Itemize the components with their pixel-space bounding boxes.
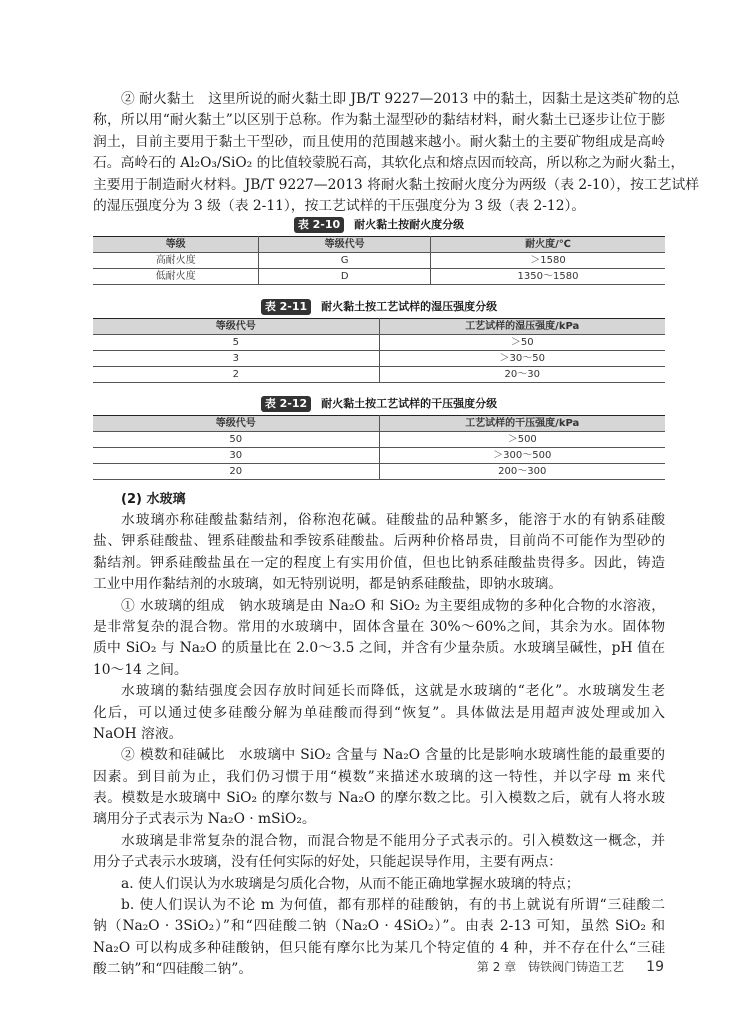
page-footer xyxy=(477,958,664,975)
table-cell: 3 xyxy=(93,351,379,367)
text-line: 质中 SiO₂ 与 Na₂O 的质量比在 2.0～3.5 之间，并含有少量杂质。水玻璃呈碱性，pH 值在 xyxy=(93,640,665,657)
table-row xyxy=(93,448,665,464)
text-line: 的湿压强度分为 3 级（表 2-11），按工艺试样的干压强度分为 3 级（表 2-12）。 xyxy=(93,197,586,214)
table-cell: 2 xyxy=(93,367,379,383)
table-row xyxy=(93,253,665,269)
table-cell: 50 xyxy=(93,432,379,448)
table-caption xyxy=(93,217,665,233)
text-line: 黏结剂。钾系硅酸盐虽在一定的程度上有实用价值，但也比钠系硅酸盐贵得多。因此，铸造 xyxy=(93,554,665,571)
table-title: 耐火黏土按工艺试样的湿压强度分级 xyxy=(321,300,498,313)
table-number: 表 2-10 xyxy=(294,217,344,233)
text-line: 主要用于制造耐火材料。JB/T 9227—2013 将耐火黏土按耐火度分为两级（表 2-10），按工艺试样 xyxy=(93,176,700,193)
table-cell: 20～30 xyxy=(379,367,665,383)
table-title: 耐火黏土按工艺试样的干压强度分级 xyxy=(321,397,498,410)
paragraph xyxy=(93,831,665,874)
paragraph xyxy=(93,510,665,596)
table-caption xyxy=(93,396,665,412)
column-header: 等级代号 xyxy=(93,416,379,432)
table-row xyxy=(93,335,665,351)
text-line: NaOH 溶液。 xyxy=(93,725,183,742)
text-line: a. 使人们误认为水玻璃是匀质化合物，从而不能正确地掌握水玻璃的特点； xyxy=(121,875,580,892)
table-cell: ＞1580 xyxy=(430,253,665,269)
table-cell: 20 xyxy=(93,464,379,480)
column-header: 等级 xyxy=(93,237,259,253)
text-line: 润土，目前主要用于黏土干型砂，而且使用的范围越来越小。耐火黏土的主要矿物组成是高岭 xyxy=(93,133,665,150)
text-line: 钠（Na₂O · 3SiO₂）”和“四硅酸二钠（Na₂O · 4SiO₂）”。由表 2-13 可知，虽然 SiO₂ 和 xyxy=(93,918,665,935)
table-cell: 200～300 xyxy=(379,464,665,480)
paragraph xyxy=(93,596,665,682)
text-line: 水玻璃亦称硅酸盐黏结剂，俗称泡花碱。硅酸盐的品种繁多，能溶于水的有钠系硅酸 xyxy=(121,512,665,528)
table-header-row xyxy=(93,319,665,335)
table-cell: D xyxy=(259,269,431,285)
paragraph xyxy=(93,874,665,895)
table-number: 表 2-12 xyxy=(261,396,311,412)
text-line: Na₂O 可以构成多种硅酸钠，但只能有摩尔比为某几个特定值的 4 种，并不存在什么“三硅 xyxy=(93,939,665,956)
table-row xyxy=(93,269,665,285)
table-row xyxy=(93,367,665,383)
text-line: 用分子式表示水玻璃，没有任何实际的好处，只能起误导作用，主要有两点： xyxy=(93,854,563,871)
text-line: ② 耐火黏土 这里所说的耐火黏土即 JB/T 9227—2013 中的黏土，因黏土是这类矿物的总 xyxy=(121,91,680,107)
table-header-row xyxy=(93,237,665,253)
table-number: 表 2-11 xyxy=(261,299,311,315)
text-line: 工业中用作黏结剂的水玻璃，如无特别说明，都是钠系硅酸盐，即钠水玻璃。 xyxy=(93,576,563,593)
page-number: 19 xyxy=(646,959,664,975)
body-text xyxy=(93,510,665,981)
text-line: 水玻璃的黏结强度会因存放时间延长而降低，这就是水玻璃的“老化”。水玻璃发生老 xyxy=(121,683,665,700)
table-title: 耐火黏土按耐火度分级 xyxy=(354,218,465,231)
table-cell: ＞300～500 xyxy=(379,448,665,464)
text-line: 酸二钠”和“四硅酸二钠”。 xyxy=(93,961,253,978)
text-line: 10～14 之间。 xyxy=(93,661,188,678)
text-line: 称，所以用“耐火黏土”以区别于总称。作为黏土湿型砂的黏结材料，耐火黏土已逐步让位于膨 xyxy=(93,112,665,129)
text-line: 因素。到目前为止，我们仍习惯于用“模数”来描述水玻璃的这一特性，并以字母 m 来代 xyxy=(93,768,665,785)
column-header: 工艺试样的干压强度/kPa xyxy=(379,416,665,432)
table-cell: ＞500 xyxy=(379,432,665,448)
text-line: 璃用分子式表示为 Na₂O · mSiO₂。 xyxy=(93,811,316,828)
paragraph xyxy=(93,745,665,831)
paragraph xyxy=(93,681,665,745)
table-cell: ＞50 xyxy=(379,335,665,351)
dry-strength-table xyxy=(93,415,665,480)
intro-paragraph xyxy=(93,89,700,217)
table-caption xyxy=(93,299,665,315)
text-line: 水玻璃是非常复杂的混合物，而混合物是不能用分子式表示的。引入模数这一概念，并 xyxy=(121,832,665,849)
text-line: 石。高岭石的 Al₂O₃/SiO₂ 的比值较蒙脱石高，其软化点和熔点因而较高，所以称之为耐火黏土， xyxy=(93,155,685,172)
text-line: 化后，可以通过使多硅酸分解为单硅酸而得到“恢复”。具体做法是用超声波处理或加入 xyxy=(93,704,665,721)
table-cell: ＞30～50 xyxy=(379,351,665,367)
column-header: 工艺试样的湿压强度/kPa xyxy=(379,319,665,335)
table-cell: 高耐火度 xyxy=(93,253,259,269)
text-line: 表。模数是水玻璃中 SiO₂ 的摩尔数与 Na₂O 的摩尔数之比。引入模数之后，就有人将水玻 xyxy=(93,790,665,807)
table-cell: 1350～1580 xyxy=(430,269,665,285)
section-heading: (2) 水玻璃 xyxy=(121,492,186,507)
table-cell: 低耐火度 xyxy=(93,269,259,285)
text-line: ① 水玻璃的组成 钠水玻璃是由 Na₂O 和 SiO₂ 为主要组成物的多种化合物的水溶液， xyxy=(121,597,665,614)
refractoriness-table xyxy=(93,236,665,285)
chapter-title: 第 2 章 铸铁阀门铸造工艺 xyxy=(476,960,625,974)
table-row xyxy=(93,432,665,448)
table-cell: 30 xyxy=(93,448,379,464)
text-line: 是非常复杂的混合物。常用的水玻璃中，固体含量在 30%～60%之间，其余为水。固体物 xyxy=(93,618,665,635)
text-line: ② 模数和硅碱比 水玻璃中 SiO₂ 含量与 Na₂O 含量的比是影响水玻璃性能的最重要的 xyxy=(121,747,665,764)
table-cell: 5 xyxy=(93,335,379,351)
text-line: 盐、钾系硅酸盐、锂系硅酸盐和季铵系硅酸盐。后两种价格昂贵，目前尚不可能作为型砂的 xyxy=(93,533,665,550)
column-header: 耐火度/℃ xyxy=(430,237,665,253)
table-row xyxy=(93,351,665,367)
text-line: b. 使人们误认为不论 m 为何值，都有那样的硅酸钠，有的书上就说有所谓“三硅酸二 xyxy=(121,897,665,914)
table-header-row xyxy=(93,416,665,432)
column-header: 等级代号 xyxy=(259,237,431,253)
column-header: 等级代号 xyxy=(93,319,379,335)
wet-strength-table xyxy=(93,318,665,383)
table-cell: G xyxy=(259,253,431,269)
table-row xyxy=(93,464,665,480)
